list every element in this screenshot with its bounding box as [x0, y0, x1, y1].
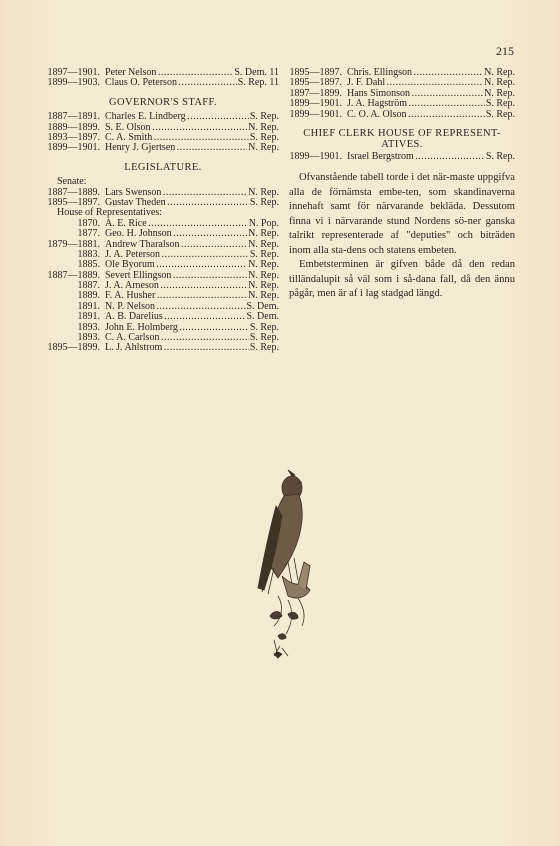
party-label: S. Rep. [249, 111, 279, 123]
party-label: S. Rep. [249, 342, 279, 354]
roster-row [47, 78, 279, 88]
term-years: 1893—1897. [47, 131, 100, 143]
member-name: J. A. Arneson . . . [105, 281, 247, 291]
right-column [289, 68, 515, 302]
term-years: 1887. [77, 280, 100, 292]
chief-clerk-list [289, 152, 515, 162]
roster-row [47, 343, 279, 353]
member-name: Chris. Ellingson . . . [347, 68, 483, 78]
party-label: N. Rep. [248, 142, 279, 154]
member-name: Lars Swenson . . . [105, 188, 247, 198]
term-years: 1879—1881. [47, 238, 100, 250]
party-label: N. Rep. [484, 77, 515, 89]
roster-row [289, 110, 515, 120]
member-name: A. E. Rice . . . [105, 219, 248, 229]
party-label: N. Rep. [484, 67, 515, 78]
member-name: N. P. Nelson . . . [105, 302, 246, 312]
bird-illustration [248, 466, 332, 664]
party-label: N. Rep. [248, 280, 279, 292]
governors-staff-list [47, 112, 279, 154]
term-years: 1895—1899. [47, 342, 100, 354]
body-text [289, 171, 515, 302]
house-label: House of Representatives: [57, 207, 162, 219]
member-name: Severt Ellingson . . . [105, 271, 247, 281]
term-years: 1883. [77, 248, 100, 260]
term-years: 1870. [77, 217, 100, 229]
legislature-heading: LEGISLATURE. [124, 161, 202, 173]
member-name: Ole Byorum . . . [105, 260, 247, 270]
left-top-list [47, 68, 279, 89]
roster-row [289, 152, 515, 162]
chief-clerk-heading: CHIEF CLERK HOUSE OF REPRESENT-ATIVES. [303, 127, 501, 150]
term-years: 1899—1901. [47, 142, 100, 154]
member-name: C. A. Carlson . . . [105, 333, 249, 343]
party-label: S. Dem. [246, 300, 279, 312]
term-years: 1889. [77, 290, 100, 302]
party-label: N. Pop. [248, 217, 279, 229]
term-years: 1891. [77, 311, 100, 323]
member-name: C. O. A. Olson . . . [347, 110, 485, 120]
page-number: 215 [496, 44, 514, 58]
term-years: 1895—1897. [289, 77, 342, 89]
party-label: S. Rep. [485, 98, 515, 110]
term-years: 1893. [77, 321, 100, 333]
party-label: N. Rep. [484, 87, 515, 99]
term-years: 1887—1889. [47, 186, 100, 198]
member-name: John E. Holmberg . . . [105, 323, 249, 333]
roster-row [47, 229, 279, 239]
member-name: Claus O. Peterson . . . [105, 78, 237, 88]
member-name: Henry J. Gjertsen . . . [105, 143, 247, 153]
member-name: C. A. Smith . . . [105, 133, 249, 143]
member-name: Gustav Theden . . . [105, 198, 249, 208]
term-years: 1899—1901. [289, 98, 342, 110]
member-name: Peter Nelson . . . [105, 68, 233, 78]
member-name: L. J. Ahlstrom . . . [105, 343, 249, 353]
party-label: N. Rep. [248, 228, 279, 240]
party-label: S. Dem. [246, 311, 279, 323]
party-label: S. Rep. [485, 150, 515, 162]
member-name: Geo. H. Johnson . . . [105, 229, 247, 239]
term-years: 1885. [77, 259, 100, 271]
paragraph: Ofvanstående tabell torde i det när-maste uppgifva alla de förnämsta embe-ten, som skandinaverna innehaft samt för närvarande bekläda. Dessutom finna vi i närvarande stund Nordens sö-ner ganska talrikt representerade af "deputies" och biträden inom alla sta-dens och statens embeten. [289, 172, 515, 256]
party-label: N. Rep. [248, 290, 279, 302]
senate-list [47, 188, 279, 209]
party-label: S. Dem. 11 [234, 67, 279, 78]
term-years: 1899—1903. [47, 77, 100, 89]
term-years: 1887—1891. [47, 111, 100, 123]
right-top-list [289, 68, 515, 120]
member-name: A. B. Darelius . . . [105, 312, 246, 322]
term-years: 1895—1897. [47, 196, 100, 208]
member-name: J. A. Peterson . . . [105, 250, 249, 260]
term-years: 1889—1899. [47, 121, 100, 133]
party-label: N. Rep. [248, 259, 279, 271]
governors-staff-heading: GOVERNOR'S STAFF. [109, 96, 217, 108]
member-name: J. A. Hagström . . . [347, 99, 485, 109]
term-years: 1899—1901. [289, 150, 342, 162]
roster-row [289, 99, 515, 109]
party-label: S. Rep. [249, 248, 279, 260]
member-name: F. A. Husher . . . [105, 291, 247, 301]
member-name: Israel Bergstrom . . . [347, 152, 485, 162]
member-name: Andrew Tharalson . . . [105, 240, 247, 250]
member-name: S. E. Olson . . . [105, 123, 247, 133]
party-label: S. Rep. [485, 108, 515, 120]
member-name: J. F. Dahl . . . [347, 78, 483, 88]
party-label: N. Rep. [248, 186, 279, 198]
party-label: S. Rep. [249, 131, 279, 143]
term-years: 1877. [77, 228, 100, 240]
party-label: S. Rep. [249, 321, 279, 333]
senate-label: Senate: [57, 176, 87, 188]
term-years: 1887—1889. [47, 269, 100, 281]
party-label: S. Rep. [249, 332, 279, 344]
member-name: Charles E. Lindberg . . . [105, 112, 249, 122]
paragraph: Embetsterminen är gifven både då den redan tilländalupit så väl som i så-dana fall, då den ännu pågår, men är af i lag stadgad längd. [289, 259, 515, 300]
member-name: Hans Simonson . . . [347, 89, 483, 99]
left-column [47, 68, 279, 354]
roster-row [47, 143, 279, 153]
term-years: 1891. [77, 300, 100, 312]
term-years: 1893. [77, 332, 100, 344]
party-label: S. Rep. [249, 196, 279, 208]
party-label: S. Rep. 11 [237, 77, 279, 89]
term-years: 1895—1897. [289, 67, 342, 78]
party-label: N. Rep. [248, 269, 279, 281]
party-label: N. Rep. [248, 238, 279, 250]
party-label: N. Rep. [248, 121, 279, 133]
term-years: 1897—1899. [289, 87, 342, 99]
house-list [47, 219, 279, 354]
term-years: 1897—1901. [47, 67, 100, 78]
term-years: 1899—1901. [289, 108, 342, 120]
